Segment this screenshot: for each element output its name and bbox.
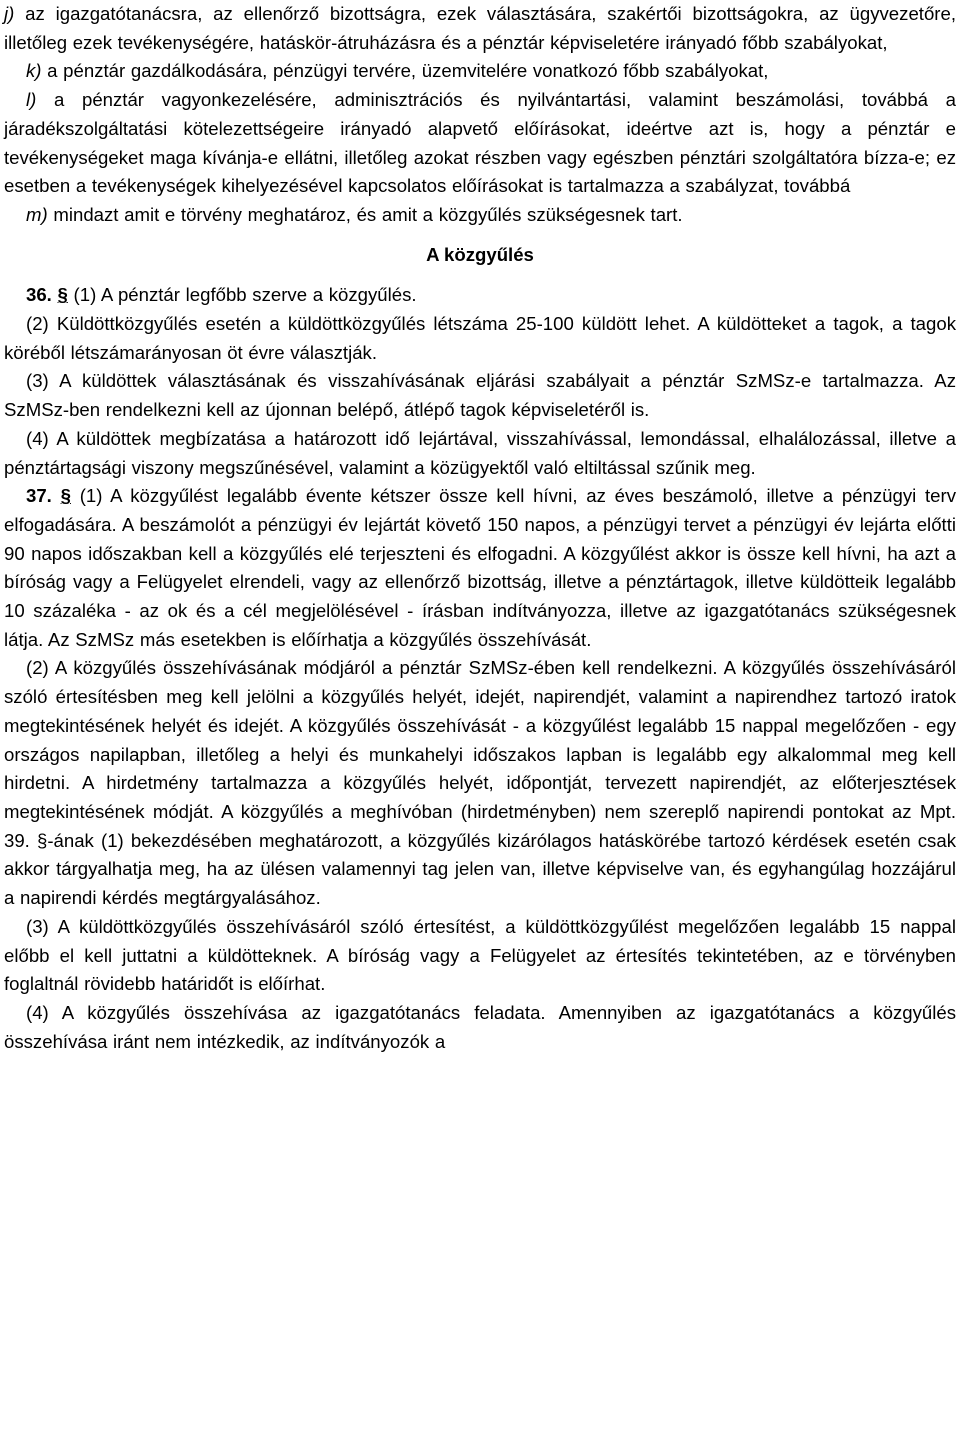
section-37-paragraph-4: (4) A közgyűlés összehívása az igazgatótanács feladata. Amennyiben az igazgatótanács a közgyűlés összehívása iránt nem intézkedik, az indítványozók a	[4, 1001, 956, 1052]
item-l	[4, 86, 956, 201]
item-text: a pénztár gazdálkodására, pénzügyi tervére, üzemvitelére vonatkozó főbb szabályokat,	[41, 60, 769, 82]
item-label: l)	[26, 89, 37, 111]
item-m	[4, 201, 956, 230]
section-sign: §	[60, 485, 71, 507]
section-37-paragraph-2: (2) A közgyűlés összehívásának módjáról a pénztár SzMSz-ében kell rendelkezni. A közgyűlés összehívásáról szóló értesítésben meg kell jelölni a közgyűlés helyét, idejét, napirendjét, valamint a napirendhez tartozó iratok megtekintésének helyét és idejét. A közgyűlés összehívását - a közgyűlést legalább 15 nappal megelőzően - egy országos napilapban, illetőleg a helyi és munkahelyi időszakos lapban is legalább egy alkalommal meg kell hirdetni. A hirdetmény tartalmazza a közgyűlés helyét, időpontját, tervezett napirendjét, az előterjesztések megtekintésének módját. A közgyűlés a meghívóban (hirdetményben) nem szereplő napirendi pontokat az Mpt. 39. §-ának (1) bekezdésében meghatározott, a közgyűlés kizárólagos hatáskörébe tartozó kérdések esetén csak akkor tárgyalhatja meg, ha az ülésen valamennyi tag jelen van, illetve képviselve van, és egyhangúlag hozzájárul a napirendi kérdés megtárgyalásához.	[4, 657, 956, 909]
section-37-paragraph-3: (3) A küldöttközgyűlés összehívásáról szóló értesítést, a küldöttközgyűlést megelőzően legalább 15 nappal előbb el kell juttatni a küldötteknek. A bíróság vagy a Felügyelet az értesítés tekintetében, az e törvényben foglaltnál rövidebb határidőt is előírhat.	[4, 915, 956, 995]
item-text: mindazt amit e törvény meghatároz, és amit a közgyűlés szükségesnek tart.	[47, 203, 683, 225]
section-37-paragraph-1	[4, 482, 956, 654]
paragraph-text: (1) A pénztár legfőbb szerve a közgyűlés.	[67, 284, 417, 306]
section-sign: §	[57, 284, 68, 306]
item-j	[4, 0, 956, 57]
paragraph-text: (1) A közgyűlést legalább évente kétszer össze kell hívni, az éves beszámoló, illetve a pénzügyi terv elfogadására. A beszámolót a pénzügyi év lejártát követő 150 napos, a pénzügyi tervet a pénzügyi év lejárta előtti 90 napos időszakban kell a közgyűlés elé terjeszteni és elfogadni. A közgyűlést akkor is össze kell hívni, ha azt a bíróság vagy a Felügyelet elrendeli, vagy az ellenőrző bizottság, illetve a pénztártagok, illetve küldötteik legalább 10 százaléka - az ok és a cél megjelölésével - írásban indítványozza, illetve az igazgatótanács szükségesnek látja. Az SzMSz más esetekben is előírhatja a közgyűlés összehívását.	[4, 485, 957, 650]
item-text: a pénztár vagyonkezelésére, adminisztrációs és nyilvántartási, valamint beszámolási, továbbá a járadékszolgáltatási kötelezettségeire irányadó alapvető előírásokat, ideértve azt is, hogy a pénztár e tevékenységeket maga kívánja-e ellátni, illetőleg azokat részben vagy egészben pénztári szolgáltatóra bízza-e; ez esetben a tevékenységek kihelyezésével kapcsolatos előírásokat is tartalmazza a szabályzat, továbbá	[4, 89, 956, 197]
section-36-paragraph-1	[4, 281, 956, 310]
item-label: k)	[26, 60, 42, 82]
document-page	[4, 0, 956, 1056]
section-number: 36.	[26, 284, 52, 306]
section-number: 37.	[26, 485, 52, 507]
section-36-paragraph-3: (3) A küldöttek választásának és visszahívásának eljárási szabályait a pénztár SzMSz-e tartalmazza. Az SzMSz-ben rendelkezni kell az újonnan belépő, átlépő tagok képviseletéről is.	[4, 370, 956, 421]
section-36-paragraph-4: (4) A küldöttek megbízatása a határozott idő lejártával, visszahívással, lemondással, elhalálozással, illetve a pénztártagsági viszony megszűnésével, valamint a közügyektől való eltiltással szűnik meg.	[4, 427, 956, 478]
section-36-paragraph-2: (2) Küldöttközgyűlés esetén a küldöttközgyűlés létszáma 25-100 küldött lehet. A küldötteket a tagok, a tagok köréből létszámarányosan öt évre választják.	[4, 313, 956, 363]
item-label: j)	[4, 3, 15, 24]
item-k	[4, 57, 956, 86]
item-text: az igazgatótanácsra, az ellenőrző bizottságra, ezek választására, szakértői bizottságokra, az ügyvezetőre, illetőleg ezek tevékenységére, hatáskör-átruházásra és a pénztár képviseletére irányadó főbb szabályokat,	[4, 3, 956, 53]
item-label: m)	[26, 203, 48, 225]
section-heading: A közgyűlés	[426, 243, 534, 265]
